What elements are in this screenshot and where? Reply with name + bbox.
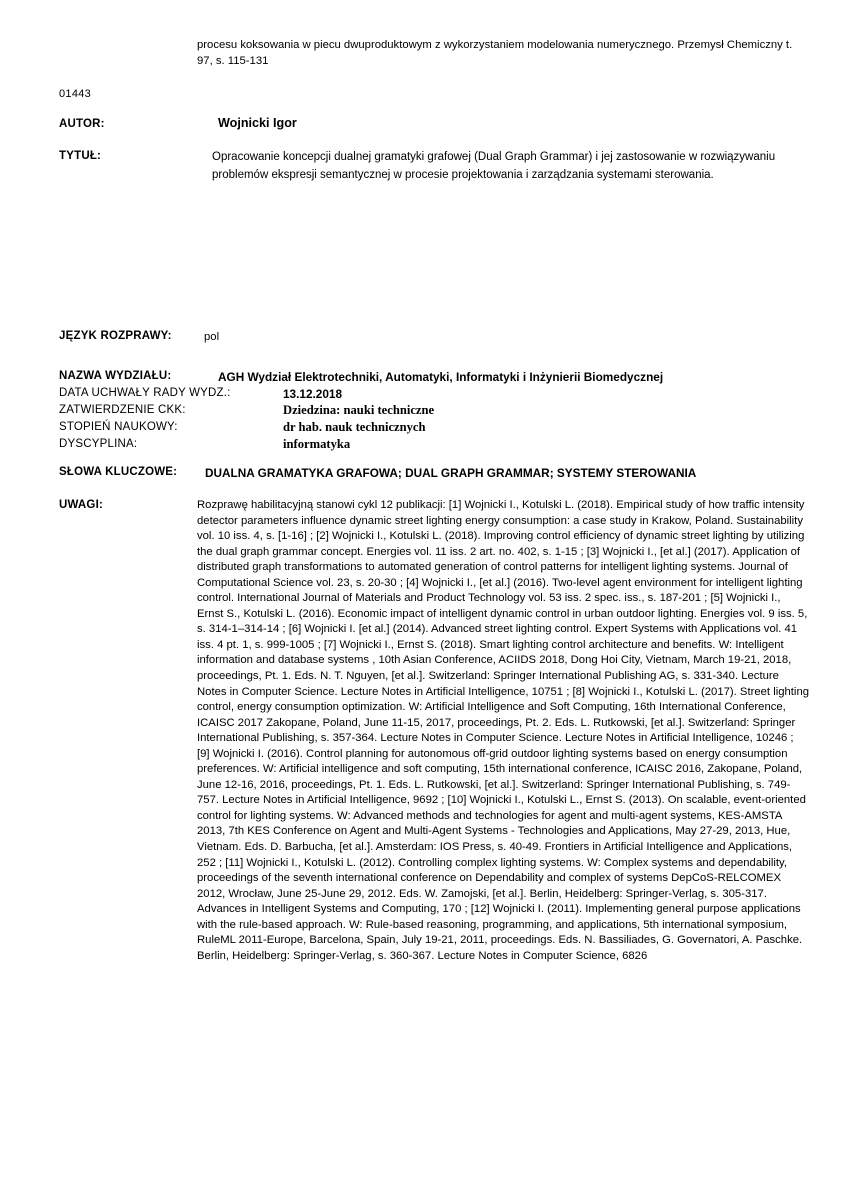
value-uwagi: Rozprawę habilitacyjną stanowi cykl 12 publikacji: [1] Wojnicki I., Kotulski L. (2018). Empirical study of how traffic intensity detector parameters influence dynamic street lighting energy consumption: a case study in Krakow, Poland. Sustainability vol. 10 iss. 4, s. [1-16] ; [2] Wojnicki I., Kotulski L. (2018). Improving control efficiency of dynamic street lighting by utilizing the dual graph grammar concept. Energies vol. 11 iss. 2 art. no. 402, s. 1-15 ; [3] Wojnicki I., [et al.] (2017). Application of distributed graph transformations to automated generation of control patterns for intelligent lighting systems. Journal of Computational Science vol. 23, s. 20-30 ; [4] Wojnicki I., [et al.] (2016). Two-level agent environment for intelligent lighting control. International Journal of Materials and Product Technology vol. 53 iss. 2 spec. iss., s. 187-201 ; [5] Wojnicki I., Ernst S., Kotulski L. (2016). Economic impact of intelligent dynamic control in urban outdoor lighting. Energies vol. 9 iss. 5, s. 314-1–314-14 ; [6] Wojnicki I. [et al.] (2014). Advanced street lighting control. Expert Systems with Applications vol. 41 iss. 4 pt. 1, s. 999-1005 ; [7] Wojnicki I., Ernst S. (2018). Smart lighting control architecture and benefits. W: Intelligent information and database systems , 10th Asian Conference, ACIIDS 2018, Dong Hoi City, Vietnam, March 19-21, 2018, proceedings, Pt. 1. Eds. N. T. Nguyen, [et al.]. Switzerland: Springer International Publishing AG, s. 331-340. Lecture Notes in Computer Science. Lecture Notes in Artificial Intelligence, 10751 ; [8] Wojnicki I., Kotulski L. (2017). Street lighting control, energy consumption optimization. W: Artificial Intelligence and Soft Computing, 16th International Conference, ICAISC 2017 Zakopane, Poland, June 11-15, 2017, proceedings, Pt. 2. Eds. L. Rutkowski, [et al.]. Switzerland: Springer International Publishing, s. 357-364. Lecture Notes in Computer Science. Lecture Notes in Artificial Intelligence, 10246 ; [9] Wojnicki I. (2016). Control planning for autonomous off-grid outdoor lighting systems based on energy consumption preferences. W: Artificial intelligence and soft computing, 15th international conference, ICAISC 2016, Zakopane, Poland, June 12-16, 2016, proceedings, Pt. 1. Eds. L. Rutkowski, [et al.]. Switzerland: Springer International Publishing, s. 749-757. Lecture Notes in Artificial Intelligence, 9692 ; [10] Wojnicki I., Kotulski L., Ernst S. (2013). On scalable, event-oriented control for lighting systems. W: Advanced methods and technologies for agent and multi-agent systems, KES-AMSTA 2013, 7th KES Conference on Agent and Multi-Agent Systems - Technologies and Applications, May 27-29, 2013, Hue, Vietnam. Eds. D. Barbucha, [et al.]. Amsterdam: IOS Press, s. 40-49. Frontiers in Artificial Intelligence and Applications, 252 ; [11] Wojnicki I., Kotulski L. (2012). Controlling complex lighting systems. W: Complex systems and dependability, proceedings of the seventh international conference on Dependability and complex of systems DepCoS-RELCOMEX 2012, Wrocław, June 25-June 29, 2012. Eds. W. Zamojski, [et al.]. Berlin, Heidelberg: Springer-Verlag, s. 305-317. Advances in Intelligent Systems and Computing, 170 ; [12] Wojnicki I. (2011). Implementing general purpose applications with the rule-based approach. W: Rule-based reasoning, programming, and applications, 5th international symposium, RuleML 2011-Europe, Barcelona, Spain, July 19-21, 2011, proceedings. Eds. N. Bassiliades, G. Governatori, A. Paschke. Berlin, Heidelberg: Springer-Verlag, s. 360-367. Lecture Notes in Computer Science, 6826	[197, 499, 810, 962]
label-slowa-kluczowe: SŁOWA KLUCZOWE:	[59, 466, 178, 478]
label-tytul: TYTUŁ:	[59, 150, 102, 162]
label-uwagi: UWAGI:	[59, 499, 103, 511]
label-zatwierdzenie-ckk: ZATWIERDZENIE CKK:	[59, 404, 186, 416]
value-stopien-naukowy: dr hab. nauk technicznych	[283, 420, 426, 434]
label-jezyk-rozprawy: JĘZYK ROZPRAWY:	[59, 330, 172, 342]
record-id: 01443	[59, 88, 92, 100]
label-autor: AUTOR:	[59, 118, 105, 130]
value-zatwierdzenie-ckk: Dziedzina: nauki techniczne	[283, 403, 435, 417]
value-slowa-kluczowe: DUALNA GRAMATYKA GRAFOWA; DUAL GRAPH GRAMMAR; SYSTEMY STEROWANIA	[205, 466, 697, 480]
value-tytul: Opracowanie koncepcji dualnej gramatyki grafowej (Dual Graph Grammar) i jej zastosowanie w rozwiązywaniu problemów ekspresji semantycznej w procesie projektowania i zarządzania systemami sterowania.	[212, 151, 776, 181]
label-nazwa-wydzialu: NAZWA WYDZIAŁU:	[59, 370, 172, 382]
value-nazwa-wydzialu: AGH Wydział Elektrotechniki, Automatyki, Informatyki i Inżynierii Biomedycznej	[218, 370, 664, 384]
value-data-uchwaly: 13.12.2018	[283, 387, 343, 401]
value-dyscyplina: informatyka	[283, 437, 351, 451]
label-stopien-naukowy: STOPIEŃ NAUKOWY:	[59, 421, 178, 433]
label-dyscyplina: DYSCYPLINA:	[59, 438, 138, 450]
top-continuation-paragraph: procesu koksowania w piecu dwuproduktowym z wykorzystaniem modelowania numerycznego. Przemysł Chemiczny t. 97, s. 115-131	[197, 39, 793, 67]
value-autor: Wojnicki Igor	[218, 116, 297, 130]
value-jezyk-rozprawy: pol	[204, 331, 220, 343]
label-data-uchwaly: DATA UCHWAŁY RADY WYDZ.:	[59, 387, 231, 399]
